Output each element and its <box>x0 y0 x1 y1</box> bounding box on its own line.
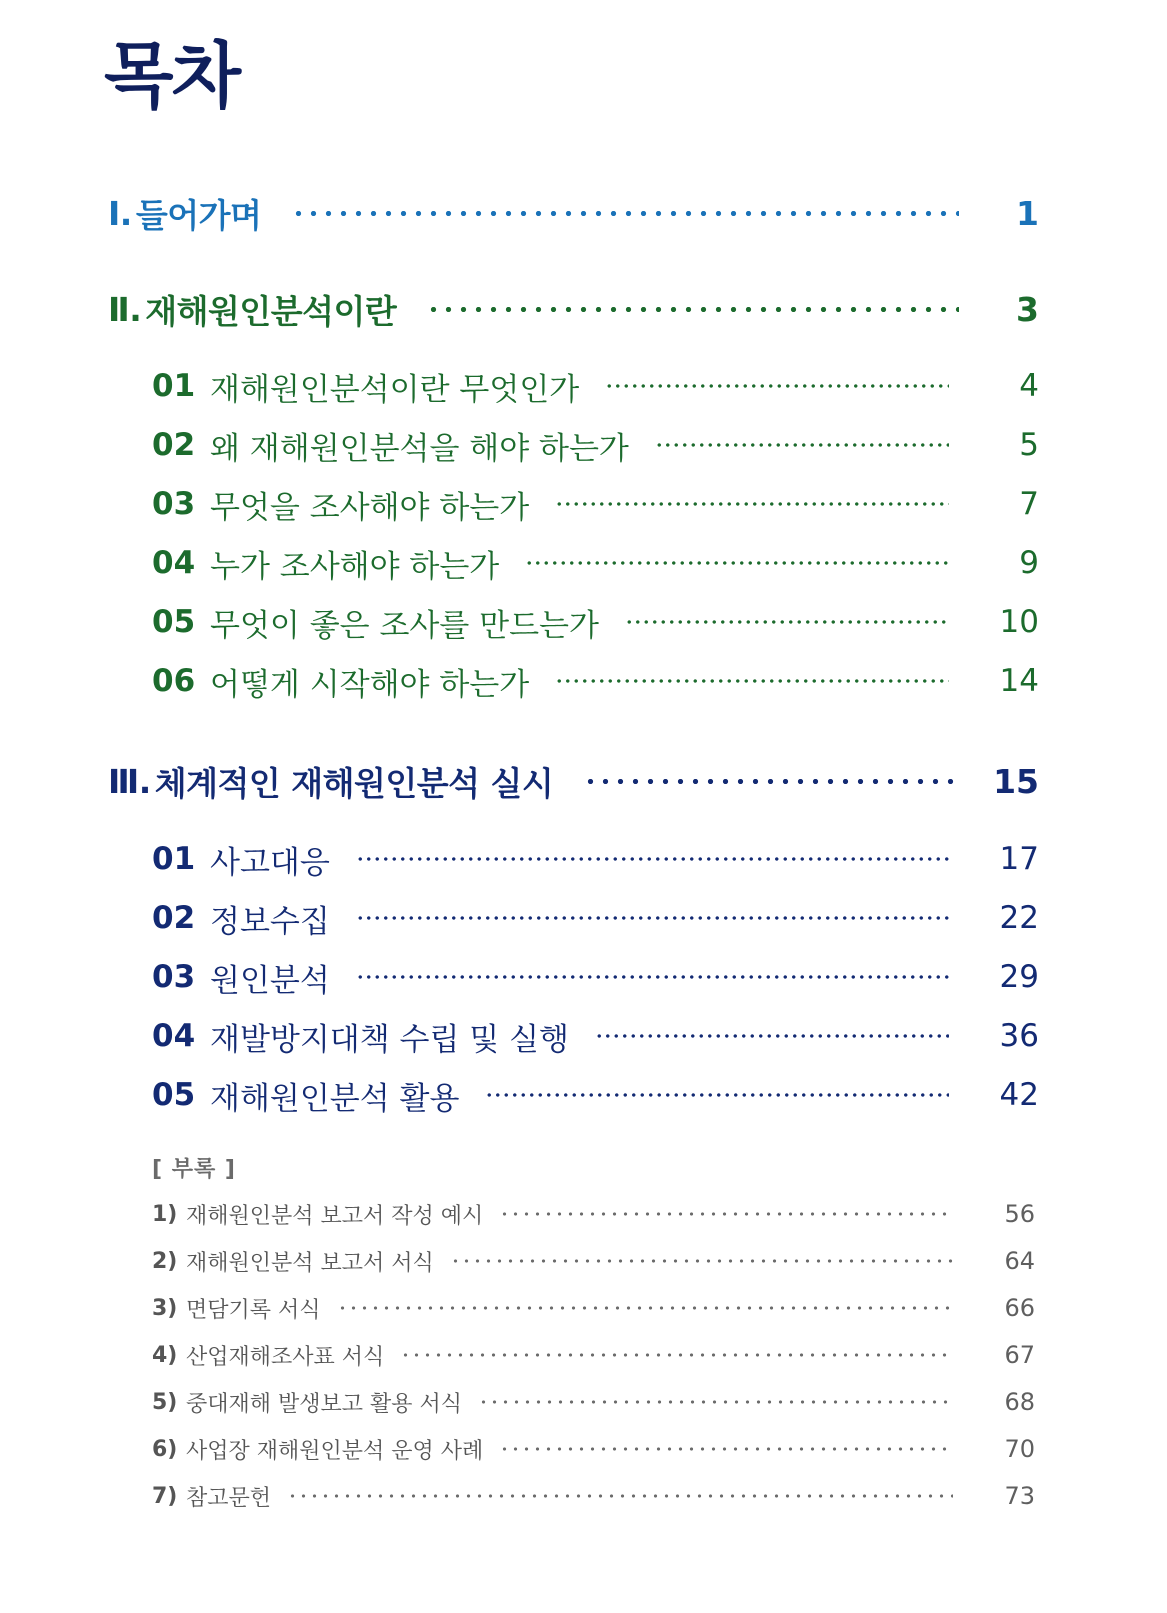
page-number: 10 <box>999 604 1039 640</box>
item-number: 01 <box>152 841 196 877</box>
page-number: 56 <box>1004 1200 1035 1228</box>
dot-leader <box>485 1093 949 1097</box>
dot-leader <box>426 307 959 312</box>
dot-leader <box>400 1353 953 1357</box>
toc-item[interactable] <box>0 364 1167 408</box>
page-number: 42 <box>999 1077 1039 1113</box>
appendix-item[interactable] <box>0 1385 1167 1419</box>
toc-item[interactable] <box>0 1014 1167 1058</box>
item-number: 06 <box>152 663 196 699</box>
page-number: 5 <box>1019 427 1039 463</box>
item-title: 정보수집 <box>210 903 330 940</box>
item-title: 재해원인분석 활용 <box>210 1080 460 1117</box>
item-number: 4) <box>152 1342 178 1368</box>
section-number: Ⅱ. <box>108 289 142 329</box>
page-number: 73 <box>1004 1482 1035 1510</box>
page-number: 15 <box>993 761 1039 801</box>
page-number: 4 <box>1019 368 1039 404</box>
item-title: 재해원인분석 보고서 작성 예시 <box>186 1203 484 1229</box>
page-number: 70 <box>1004 1435 1035 1463</box>
page-number: 9 <box>1019 545 1039 581</box>
page-number: 17 <box>999 841 1039 877</box>
page-number: 29 <box>999 959 1039 995</box>
dot-leader <box>655 443 949 447</box>
item-title: 무엇을 조사해야 하는가 <box>210 489 530 526</box>
page-number: 36 <box>999 1018 1039 1054</box>
dot-leader <box>356 916 949 920</box>
item-number: 05 <box>152 604 196 640</box>
dot-leader <box>356 975 949 979</box>
item-title: 면담기록 서식 <box>186 1297 321 1323</box>
section-number: Ⅲ. <box>108 761 151 801</box>
page-number: 68 <box>1004 1388 1035 1416</box>
page-number: 67 <box>1004 1341 1035 1369</box>
page-number: 64 <box>1004 1247 1035 1275</box>
section-title: 체계적인 재해원인분석 실시 <box>154 763 554 803</box>
toc-section-2[interactable] <box>0 284 1167 334</box>
item-title: 참고문헌 <box>186 1485 272 1511</box>
section-title: 재해원인분석이란 <box>145 291 397 331</box>
appendix-item[interactable] <box>0 1432 1167 1466</box>
item-title: 원인분석 <box>210 962 330 999</box>
item-title: 재해원인분석 보고서 서식 <box>186 1250 434 1276</box>
item-number: 04 <box>152 545 196 581</box>
dot-leader <box>605 384 949 388</box>
page-number: 3 <box>1016 289 1039 329</box>
toc-item[interactable] <box>0 659 1167 703</box>
dot-leader <box>287 1494 953 1498</box>
dot-leader <box>499 1447 953 1451</box>
item-number: 1) <box>152 1201 178 1227</box>
page-number: 1 <box>1016 193 1039 233</box>
toc-item[interactable] <box>0 541 1167 585</box>
item-number: 04 <box>152 1018 196 1054</box>
page-number: 7 <box>1019 486 1039 522</box>
dot-leader <box>525 561 949 565</box>
item-title: 중대재해 발생보고 활용 서식 <box>186 1391 463 1417</box>
toc-item[interactable] <box>0 600 1167 644</box>
toc-section-3[interactable] <box>0 756 1167 806</box>
item-number: 5) <box>152 1389 178 1415</box>
dot-leader <box>478 1400 953 1404</box>
toc-item[interactable] <box>0 423 1167 467</box>
item-title: 무엇이 좋은 조사를 만드는가 <box>210 607 599 644</box>
toc-item[interactable] <box>0 482 1167 526</box>
appendix-item[interactable] <box>0 1338 1167 1372</box>
page-title: 목차 <box>104 34 240 118</box>
dot-leader <box>499 1212 953 1216</box>
appendix-item[interactable] <box>0 1479 1167 1513</box>
item-title: 사고대응 <box>210 844 330 881</box>
dot-leader <box>555 679 949 683</box>
dot-leader <box>291 211 959 216</box>
dot-leader <box>450 1259 953 1263</box>
item-number: 02 <box>152 900 196 936</box>
item-title: 사업장 재해원인분석 운영 사례 <box>186 1438 484 1464</box>
appendix-item[interactable] <box>0 1197 1167 1231</box>
item-number: 05 <box>152 1077 196 1113</box>
item-title: 왜 재해원인분석을 해야 하는가 <box>210 430 629 467</box>
item-number: 2) <box>152 1248 178 1274</box>
dot-leader <box>625 620 949 624</box>
item-number: 01 <box>152 368 196 404</box>
appendix-item[interactable] <box>0 1291 1167 1325</box>
toc-item[interactable] <box>0 837 1167 881</box>
item-title: 누가 조사해야 하는가 <box>210 548 500 585</box>
dot-leader <box>595 1034 949 1038</box>
section-number: Ⅰ. <box>108 193 132 233</box>
item-number: 6) <box>152 1436 178 1462</box>
item-number: 03 <box>152 486 196 522</box>
page-number: 22 <box>999 900 1039 936</box>
item-number: 03 <box>152 959 196 995</box>
item-title: 산업재해조사표 서식 <box>186 1344 385 1370</box>
item-number: 02 <box>152 427 196 463</box>
dot-leader <box>337 1306 953 1310</box>
dot-leader <box>583 779 959 784</box>
appendix-heading: [ 부록 ] <box>152 1157 236 1182</box>
item-number: 7) <box>152 1483 178 1509</box>
dot-leader <box>555 502 949 506</box>
page-number: 66 <box>1004 1294 1035 1322</box>
toc-item[interactable] <box>0 955 1167 999</box>
toc-item[interactable] <box>0 896 1167 940</box>
section-title: 들어가며 <box>135 195 262 235</box>
toc-section-1[interactable] <box>0 188 1167 238</box>
appendix-item[interactable] <box>0 1244 1167 1278</box>
toc-item[interactable] <box>0 1073 1167 1117</box>
item-title: 어떻게 시작해야 하는가 <box>210 666 530 703</box>
dot-leader <box>356 857 949 861</box>
page-number: 14 <box>999 663 1039 699</box>
item-title: 재해원인분석이란 무엇인가 <box>210 371 580 408</box>
item-title: 재발방지대책 수립 및 실행 <box>210 1021 569 1058</box>
item-number: 3) <box>152 1295 178 1321</box>
